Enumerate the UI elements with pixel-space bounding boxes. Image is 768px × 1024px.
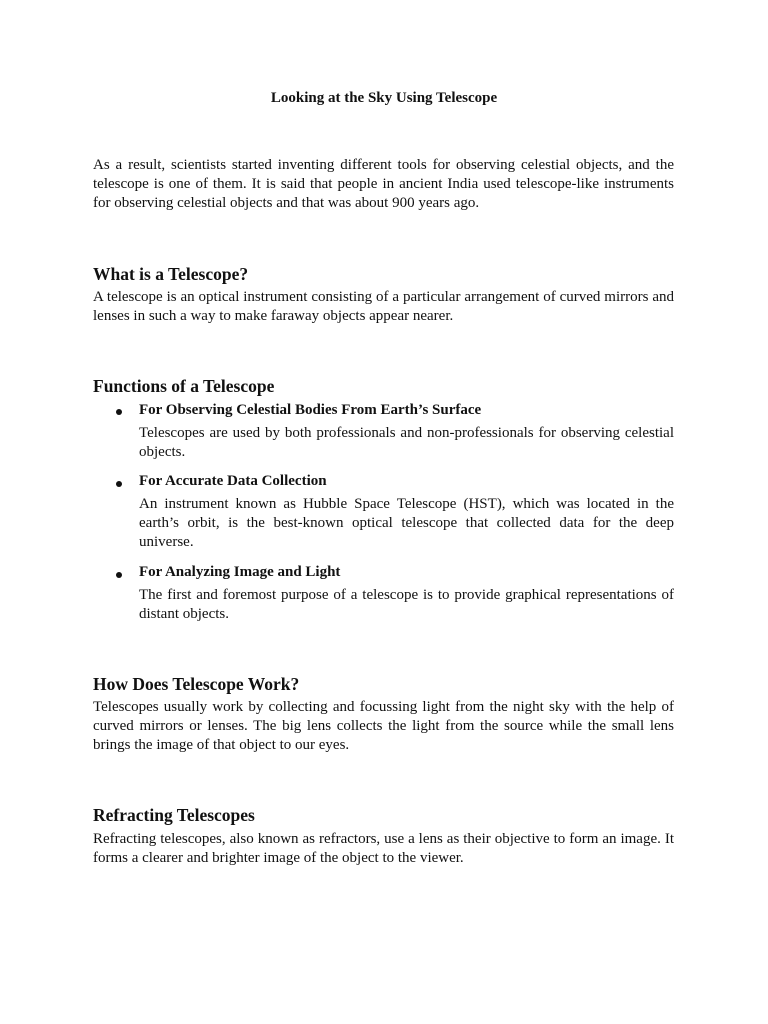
bullet-dot-1 [116,409,122,415]
heading-how-telescope-works: How Does Telescope Work? [93,674,300,694]
bullet-title-data-collection: For Accurate Data Collection [139,473,327,489]
bullet-dot-2 [116,481,122,487]
paragraph-refracting-telescopes: Refracting telescopes, also known as refractors, use a lens as their objective to form an image. It forms a clearer and brighter image of the object to the viewer. [93,831,674,866]
paragraph-how-telescope-works: Telescopes usually work by collecting and focussing light from the night sky with the help of curved mirrors or lenses. The big lens collects the light from the source while the small lens brings the image of that object to our eyes. [93,699,674,753]
heading-refracting-telescopes: Refracting Telescopes [93,805,255,825]
bullet-body-observing: Telescopes are used by both professionals and non-professionals for observing celestial objects. [139,425,674,460]
heading-what-is-telescope: What is a Telescope? [93,264,249,284]
paragraph-what-is-telescope: A telescope is an optical instrument consisting of a particular arrangement of curved mirrors and lenses in such a way to make faraway objects appear nearer. [93,289,674,324]
bullet-body-analyzing: The first and foremost purpose of a telescope is to provide graphical representations of distant objects. [139,587,674,622]
document-title: Looking at the Sky Using Telescope [270,90,498,106]
bullet-dot-3 [116,572,122,578]
intro-paragraph: As a result, scientists started inventing different tools for observing celestial objects, and the telescope is one of them. It is said that people in ancient India used telescope-like instruments for observing celestial objects and that was about 900 years ago. [93,157,674,211]
bullet-title-observing: For Observing Celestial Bodies From Earth’s Surface [139,402,482,418]
heading-functions: Functions of a Telescope [93,376,275,396]
bullet-body-data-collection: An instrument known as Hubble Space Telescope (HST), which was located in the earth’s orbit, is the best-known optical telescope that collected data for the deep universe. [139,496,674,550]
bullet-title-analyzing: For Analyzing Image and Light [139,564,341,580]
